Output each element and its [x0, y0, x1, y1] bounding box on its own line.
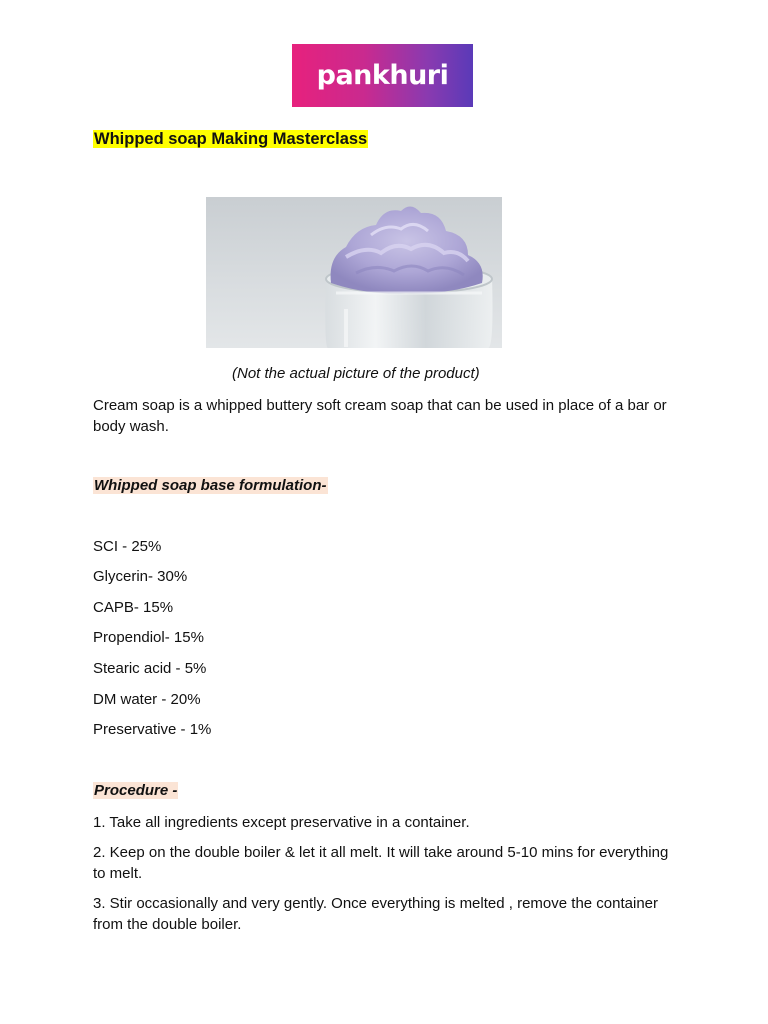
procedure-step: 3. Stir occasionally and very gently. Once everything is melted , remove the container from the double boiler. [93, 895, 658, 933]
whipped-soap-photo [206, 197, 502, 348]
ingredient-item: SCI - 25% [93, 538, 162, 555]
intro-paragraph: Cream soap is a whipped buttery soft cream soap that can be used in place of a bar or body wash. [93, 397, 667, 435]
ingredient-item: Propendiol- 15% [93, 629, 204, 646]
document-title-text: Whipped soap Making Masterclass [94, 130, 368, 148]
brand-logo-text: pankhuri [316, 60, 449, 91]
ingredient-item: Stearic acid - 5% [93, 660, 207, 677]
document-title [93, 129, 368, 150]
ingredient-item: DM water - 20% [93, 691, 201, 708]
ingredient-item: CAPB- 15% [93, 599, 174, 616]
procedure-step: 2. Keep on the double boiler & let it all melt. It will take around 5-10 mins for everything to melt. [93, 844, 669, 882]
procedure-heading-text: Procedure - [94, 782, 178, 799]
brand-logo [292, 44, 473, 107]
procedure-heading [93, 781, 178, 801]
procedure-step: 1. Take all ingredients except preservative in a container. [93, 814, 470, 831]
formulation-heading-text: Whipped soap base formulation- [94, 477, 327, 494]
ingredient-item: Preservative - 1% [93, 721, 212, 738]
image-caption: (Not the actual picture of the product) [232, 365, 480, 382]
ingredient-item: Glycerin- 30% [93, 568, 188, 585]
formulation-heading [93, 476, 328, 496]
